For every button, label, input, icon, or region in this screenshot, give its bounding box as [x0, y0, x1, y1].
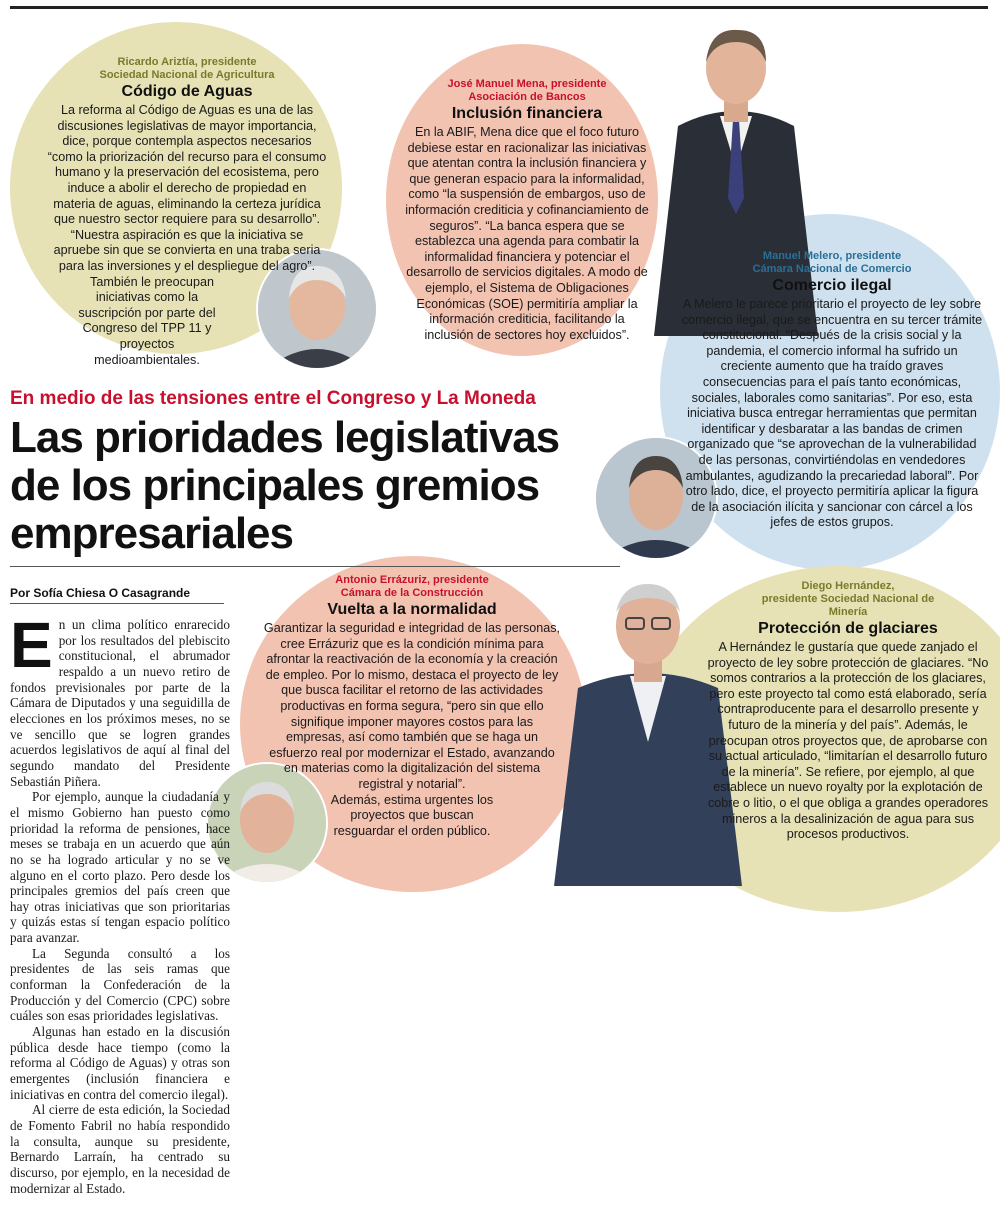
- card-paragraph: Además, estima urgentes los proyectos que buscan resguardar el orden público.: [330, 792, 494, 838]
- byline-rule: [10, 603, 224, 604]
- drop-cap: E: [10, 609, 53, 681]
- card-byline-name: Antonio Errázuriz, presidente: [335, 574, 489, 586]
- card-proteccion-de-glaciares: [706, 580, 990, 843]
- card-byline-org: Sociedad Nacional de Agricultura: [99, 69, 275, 81]
- card-heading: Código de Aguas: [121, 83, 253, 100]
- card-byline-org: presidente Sociedad Nacional de Minería: [761, 593, 935, 618]
- article-body: [10, 609, 230, 1196]
- card-heading: Vuelta a la normalidad: [327, 601, 497, 618]
- kicker: En medio de las tensiones entre el Congreso y La Moneda: [10, 388, 536, 409]
- card-byline-org: Cámara de la Construcción: [340, 587, 484, 599]
- card-byline-name: José Manuel Mena, presidente: [447, 78, 607, 90]
- card-byline-org: Asociación de Bancos: [468, 91, 586, 103]
- card-paragraph: En la ABIF, Mena dice que el foco futuro debiese estar en racionalizar las iniciativas que atentan contra la inclusión financiera y que generan espacio para la informalidad, como “la suspensión de embargos, uso de información crediticia y cofinanciamiento de seguros”. “La banca espera que se establezca una agenda para combatir la informalidad financiera y potenciar el desarrollo de servicios digitales. A modo de ejemplo, el Sistema de Obligaciones Económicas (SOE) permitiría ampliar la información crediticia, facilitando la inclusión de sectores hoy excluidos”.: [405, 125, 649, 342]
- card-byline-org: Cámara Nacional de Comercio: [752, 263, 912, 275]
- article-paragraph: La Segunda consultó a los presidentes de las seis ramas que conforman la Confederación de la Producción y del Comercio (CPC) sobre cuáles son esas prioridades legislativas.: [10, 945, 230, 1024]
- card-heading: Inclusión financiera: [451, 105, 603, 122]
- card-inclusion-financiera: [404, 78, 650, 343]
- article-paragraph: Algunas han estado en la discusión pública desde hace tiempo (como la reforma al Código de Aguas) y otras son emergentes (inclusión financiera e iniciativas en contra del comercio ilegal).: [10, 1024, 230, 1102]
- top-rule: [10, 6, 988, 9]
- card-comercio-ilegal: [680, 250, 984, 531]
- card-byline-name: Manuel Melero, presidente: [762, 250, 902, 262]
- card-paragraph: A Hernández le gustaría que quede zanjado el proyecto de ley sobre protección de glaciares. “No somos contrarios a la protección de los glaciares, pero este proyecto tal como está elaborado, sería contraproducente para el desarrollo presente y futuro de la minería y del país”. Además, le preocupan otros proyectos que, de aprobarse con su actual articulado, “limitarían el desarrollo futuro de la minería”. Se refiere, por ejemplo, al que establece un nuevo royalty por la explotación de cobre o litio, o el que obliga a grandes operadores mineros a la desalinización de agua para sus procesos productivos.: [707, 640, 989, 842]
- card-paragraph: También le preocupan iniciativas como la suscripción por parte del Congreso del TPP 11 y proyectos medioambientales.: [78, 274, 216, 367]
- headline-rule: [10, 566, 620, 567]
- card-codigo-de-aguas: [46, 56, 328, 368]
- article-paragraph: En un clima político enrarecido por los resultados del plebiscito constitucional, el abrumador respaldo a un nuevo retiro de fondos previsionales por parte de la Cámara de Diputados y una seguidilla de elecciones en los próximos meses, no se ve sencillo que se logren grandes acuerdos legislativos de aquí al final del segundo mandato del Presidente Sebastián Piñera.: [10, 609, 230, 789]
- card-byline-name: Diego Hernández,: [801, 580, 895, 592]
- card-vuelta-a-la-normalidad: [262, 574, 562, 839]
- card-paragraph: A Melero le parece prioritario el proyecto de ley sobre comercio ilegal, que se encuentra en su tercer trámite constitucional. “Después de la crisis social y la pandemia, el comercio informal ha sufrido un creciente aumento que ha traído graves consecuencias para el país tanto económicas, sociales, laborales como sanitarias”. Por eso, esta iniciativa busca entregar herramientas que permitan identificar y desbaratar a las bandas de crimen organizado que “se aprovechan de la vulnerabilidad de las personas, convirtiéndolas en vendedores ambulantes, agudizando la precariedad laboral”. Por otro lado, dice, el proyecto permitiría aplicar la figura de la asociación ilícita y sancionar con cárcel a los jefes de estos grupos.: [681, 297, 983, 530]
- card-paragraph: Garantizar la seguridad e integridad de las personas, cree Errázuriz que es la condición mínima para afrontar la reactivación de la economía y la creación de empleo. Por lo mismo, destaca el proyecto de ley que busca facilitar el retorno de las actividades productivas en forma segura, “pero sin que ello signifique imponer mayores costos para las empresas, así como también que se haga un esfuerzo real por modernizar el Estado, avanzando en materias como la digitalización del sistema registral y notarial”.: [263, 621, 561, 791]
- article-paragraph: Al cierre de esta edición, la Sociedad de Fomento Fabril no había respondido la consulta, aunque su presidente, Bernardo Larraín, ha centrado su discurso, por ejemplo, en la necesidad de modernizar al Estado.: [10, 1102, 230, 1196]
- card-heading: Comercio ilegal: [772, 277, 892, 294]
- author-byline: Por Sofía Chiesa O Casagrande: [10, 586, 191, 600]
- page-title: Las prioridades legislativas de los principales gremios empresariales: [10, 413, 560, 558]
- card-byline-name: Ricardo Ariztía, presidente: [117, 56, 257, 68]
- card-paragraph: La reforma al Código de Aguas es una de las discusiones legislativas de mayor importancia, dice, porque contempla aspectos necesarios “como la priorización del recurso para el consumo humano y la preservación del ecosistema, pero induce a abolir el derecho de propiedad en materia de aguas, eliminando la certeza jurídica que nuestro sector requiere para su desarrollo”. “Nuestra aspiración es que la iniciativa se apruebe sin que se convierta en una traba seria para las inversiones y el despliegue del agro”.: [47, 103, 327, 273]
- article-paragraph: Por ejemplo, aunque la ciudadanía y el mismo Gobierno han puesto como prioridad la reforma de pensiones, hace meses se trabaja en un acuerdo que aún no se ha logrado articular y no se ve alguno en el corto plazo. Pero desde los principales gremios del país creen que hay otras iniciativas que son prioritarias y quizás estas sí tengan espacio político para avanzar.: [10, 789, 230, 946]
- card-heading: Protección de glaciares: [758, 620, 938, 637]
